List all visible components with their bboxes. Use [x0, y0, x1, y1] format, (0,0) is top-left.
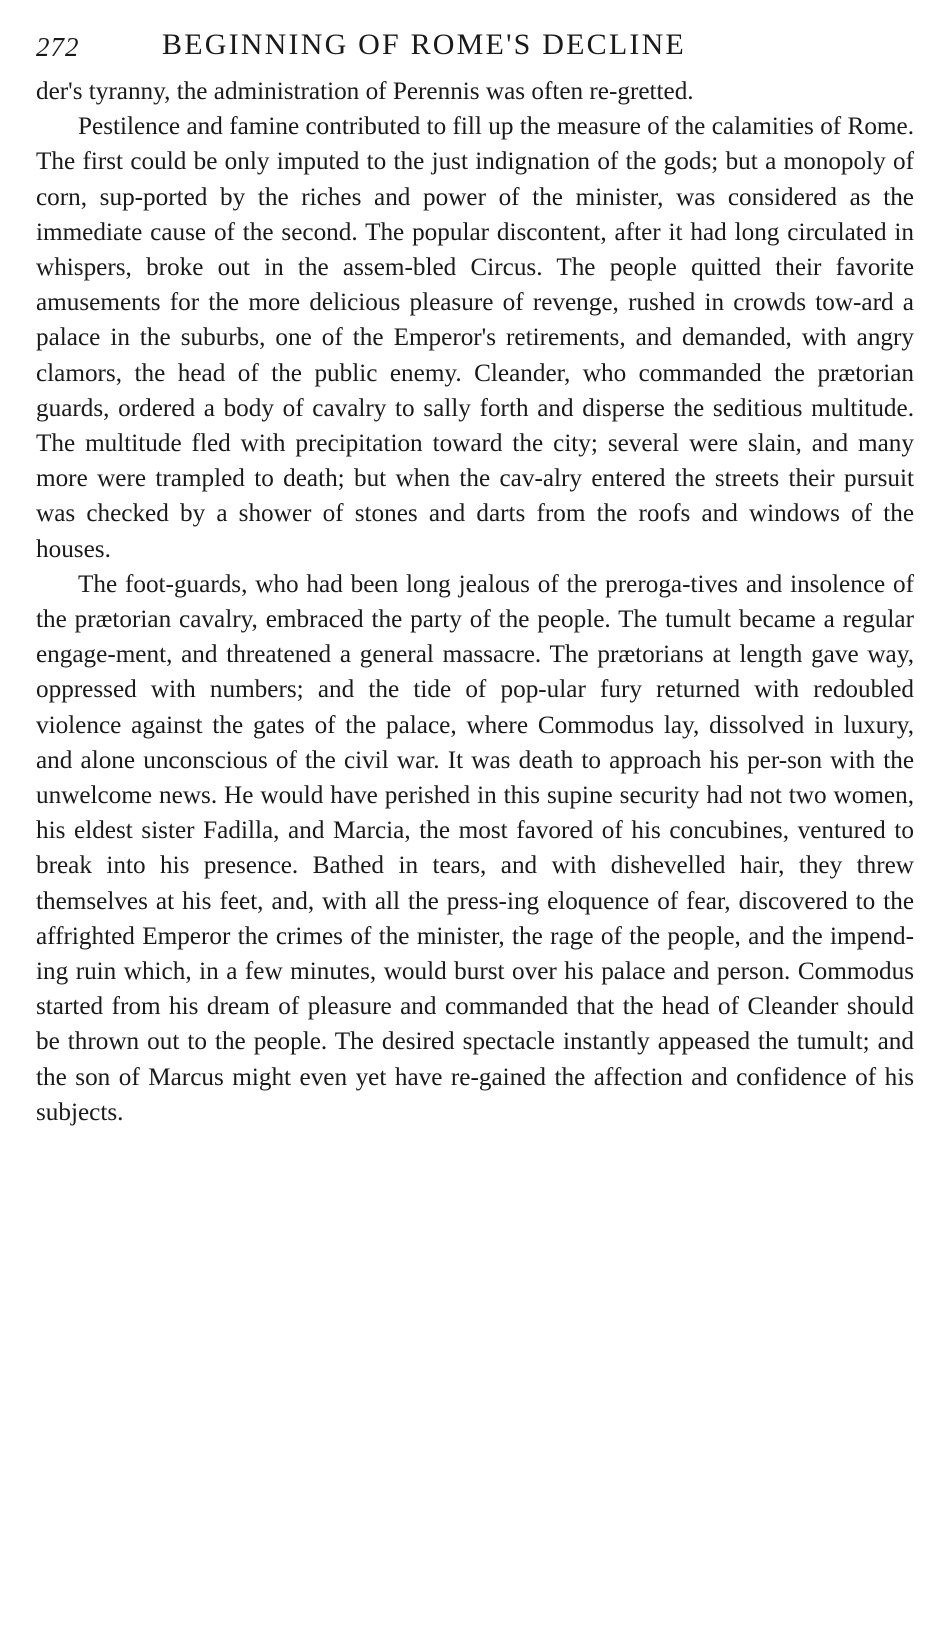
paragraph-pestilence: Pestilence and famine contributed to fill up the measure of the calamities of Rome. The first could be only imputed to the just indignation of the gods; but a monopoly of corn, sup-ported by the riches and power of the minister, was considered as the immediate cause of the second. The popular discontent, after it had long circulated in whispers, broke out in the assem-bled Circus. The people quitted their favorite amusements for the more delicious pleasure of revenge, rushed in crowds tow-ard a palace in the suburbs, one of the Emperor's retirements, and demanded, with angry clamors, the head of the public enemy. Cleander, who commanded the prætorian guards, ordered a body of cavalry to sally forth and disperse the seditious multitude. The multitude fled with precipitation toward the city; several were slain, and many more were trampled to death; but when the cav-alry entered the streets their pursuit was checked by a shower of stones and darts from the roofs and windows of the houses.: [36, 113, 914, 563]
body-text: [36, 74, 914, 1130]
running-head: [36, 22, 914, 74]
paragraph-continuation: der's tyranny, the administration of Perennis was often re-gretted.: [36, 78, 694, 105]
page-number: 272: [36, 32, 80, 62]
paragraph-foot-guards: The foot-guards, who had been long jealous of the preroga-tives and insolence of the prætorian cavalry, embraced the party of the people. The tumult became a regular engage-ment, and threatened a general massacre. The prætorians at length gave way, oppressed with numbers; and the tide of pop-ular fury returned with redoubled violence against the gates of the palace, where Commodus lay, dissolved in luxury, and alone unconscious of the civil war. It was death to approach his per-son with the unwelcome news. He would have perished in this supine security had not two women, his eldest sister Fadilla, and Marcia, the most favored of his concubines, ventured to break into his presence. Bathed in tears, and with dishevelled hair, they threw themselves at his feet, and, with all the press-ing eloquence of fear, discovered to the affrighted Emperor the crimes of the minister, the rage of the people, and the impend-ing ruin which, in a few minutes, would burst over his palace and person. Commodus started from his dream of pleasure and commanded that the head of Cleander should be thrown out to the people. The desired spectacle instantly appeased the tumult; and the son of Marcus might even yet have re-gained the affection and confidence of his subjects.: [36, 570, 914, 1126]
book-page: [36, 22, 914, 1130]
running-title: BEGINNING OF ROME'S DECLINE: [162, 28, 686, 61]
